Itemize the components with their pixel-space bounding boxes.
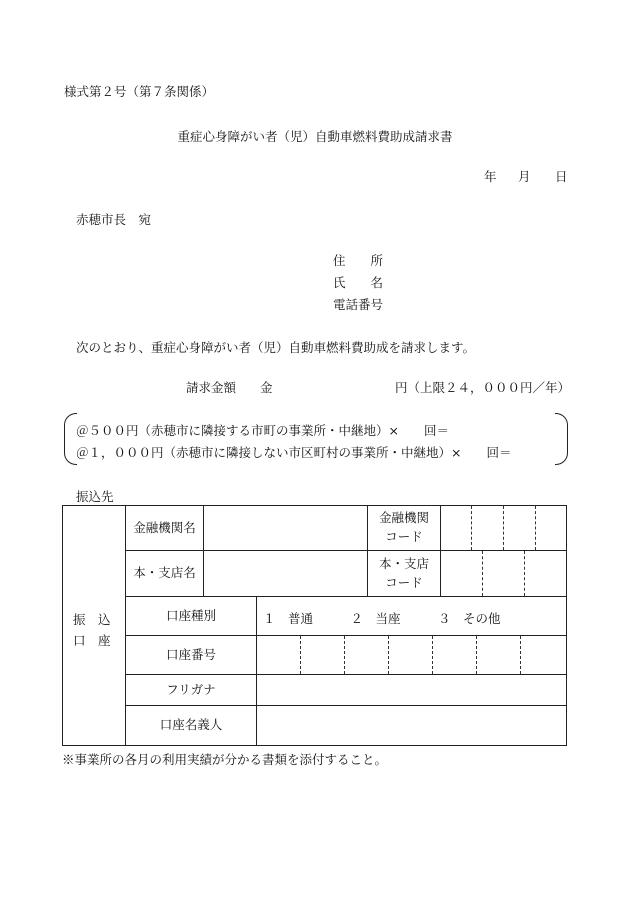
furigana-field[interactable]	[257, 675, 566, 705]
furigana-label: フリガナ	[166, 681, 216, 697]
phone-label: 電話番号	[333, 297, 384, 312]
side-label-account: 口 座	[73, 633, 111, 648]
amount-label: 請求金額	[186, 380, 237, 395]
date-day-label: 日	[555, 169, 568, 184]
branch-code-label-line2: コード	[385, 574, 423, 590]
account-type-options[interactable]: １ 普通 ２ 当座 ３ その他	[263, 611, 501, 626]
side-label-transfer: 振 込	[73, 612, 111, 627]
account-holder-label: 口座名義人	[159, 717, 223, 733]
account-type-label: 口座種別	[165, 607, 216, 623]
bank-code-label	[368, 506, 440, 550]
branch-code-field[interactable]	[441, 551, 566, 596]
rate-line-1: ＠５００円（赤穂市に隣接する市町の事業所・中継地）× 回＝	[76, 423, 449, 438]
form-title: 重症心身障がい者（児）自動車燃料費助成請求書	[177, 129, 453, 144]
rate-line-2: ＠１，０００円（赤穂市に隣接しない市区町村の事業所・中継地）× 回＝	[76, 445, 512, 460]
intro-text: 次のとおり、重症心身障がい者（児）自動車燃料費助成を請求します。	[76, 340, 476, 355]
branch-code-label	[368, 551, 440, 596]
bank-name-field[interactable]	[204, 506, 367, 550]
branch-name-field[interactable]	[204, 551, 367, 596]
bank-code-label-line2: コード	[385, 529, 423, 544]
bank-code-field[interactable]	[441, 506, 566, 550]
amount-prefix: 金	[260, 380, 273, 395]
amount-limit: 円（上限２４，０００円／年）	[395, 380, 571, 395]
account-number-label: 口座番号	[165, 646, 216, 662]
bank-code-label-line1: 金融機関	[378, 510, 429, 526]
transfer-heading: 振込先	[76, 489, 114, 504]
address-label: 住 所	[333, 253, 384, 268]
name-label: 氏 名	[333, 275, 384, 290]
date-month-label: 月	[518, 169, 531, 184]
date-year-label: 年	[484, 169, 497, 184]
addressee: 赤穂市長 宛	[76, 212, 152, 227]
account-number-field[interactable]	[257, 636, 566, 674]
form-number: 様式第２号（第７条関係）	[64, 84, 215, 99]
account-holder-field[interactable]	[257, 706, 566, 745]
attachment-note: ※事業所の各月の利用実績が分かる書類を添付すること。	[62, 752, 388, 767]
branch-code-label-line1: 本・支店	[378, 555, 429, 571]
bank-name-label: 金融機関名	[133, 519, 196, 535]
branch-name-label: 本・支店名	[133, 565, 196, 581]
right-bracket	[555, 413, 568, 465]
